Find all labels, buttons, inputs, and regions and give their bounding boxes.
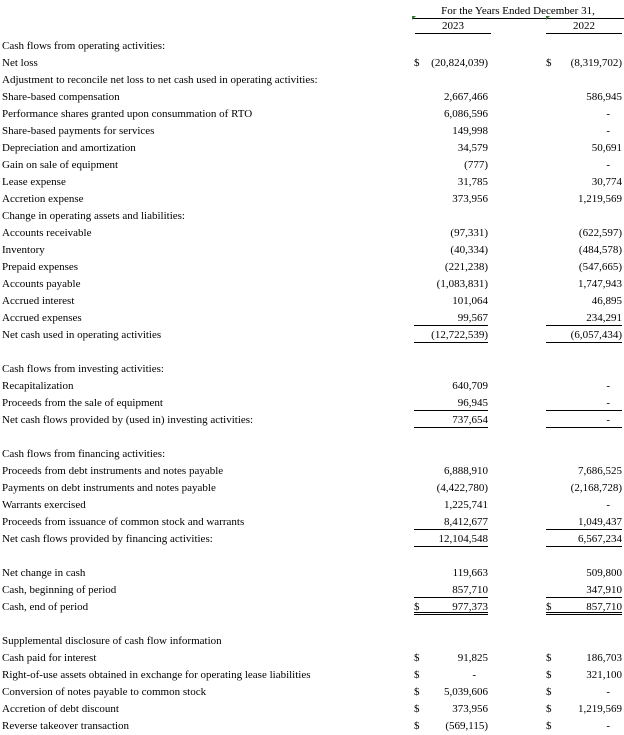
spacer-row: [0, 616, 624, 633]
table-row: [0, 531, 624, 548]
table-row: [0, 140, 624, 157]
value-2022: [546, 718, 622, 734]
value-2023: [414, 463, 488, 479]
value-2023: [414, 89, 488, 105]
amount: 977,373: [452, 601, 488, 613]
row-label: Cash, beginning of period: [2, 584, 117, 596]
spacer-row: [0, 429, 624, 446]
value-2023: [414, 650, 488, 666]
amount: 234,291: [586, 312, 622, 324]
value-2023: [414, 514, 488, 530]
table-row: [0, 208, 624, 225]
value-2022: [546, 140, 622, 156]
value-2023: [414, 531, 488, 547]
table-row: [0, 225, 624, 242]
value-2023: [414, 701, 488, 717]
currency-symbol: $: [414, 652, 420, 664]
amount: 373,956: [452, 193, 488, 205]
currency-symbol: $: [546, 652, 552, 664]
row-label: Recapitalization: [2, 380, 74, 392]
value-2022: [546, 565, 622, 581]
amount: (8,319,702): [570, 57, 622, 69]
amount: 119,663: [452, 567, 488, 579]
row-label: Adjustment to reconcile net loss to net cash used in operating activities:: [2, 74, 318, 86]
amount: (40,334): [450, 244, 488, 256]
amount: 91,825: [457, 652, 488, 664]
row-label: Accrued expenses: [2, 312, 82, 324]
spacer-row: [0, 344, 624, 361]
amount: -: [606, 380, 610, 392]
amount: -: [606, 108, 610, 120]
value-2022: [546, 497, 622, 513]
row-label: Cash, end of period: [2, 601, 89, 613]
currency-symbol: $: [414, 601, 420, 613]
row-label: Gain on sale of equipment: [2, 159, 119, 171]
value-2023: [414, 718, 488, 734]
table-row: [0, 446, 624, 463]
row-label: Share-based payments for services: [2, 125, 155, 137]
period-label: For the Years Ended December 31,: [412, 5, 624, 19]
row-label: Prepaid expenses: [2, 261, 79, 273]
table-row: [0, 310, 624, 327]
value-2023: [414, 497, 488, 513]
value-2022: [546, 174, 622, 190]
column-header: [412, 5, 624, 33]
value-2022: [546, 667, 622, 683]
table-row: [0, 174, 624, 191]
value-2023: [414, 480, 488, 496]
value-2022: [546, 106, 622, 122]
amount: -: [606, 686, 610, 698]
table-row: [0, 123, 624, 140]
amount: (97,331): [450, 227, 488, 239]
amount: (12,722,539): [431, 329, 488, 341]
value-2023: [414, 599, 488, 615]
value-2022: [546, 582, 622, 598]
value-2023: [414, 310, 488, 326]
amount: (777): [464, 159, 488, 171]
table-row: [0, 55, 624, 72]
value-2023: [414, 174, 488, 190]
amount: -: [606, 159, 610, 171]
currency-symbol: $: [414, 686, 420, 698]
row-label: Conversion of notes payable to common stock: [2, 686, 207, 698]
row-label: Depreciation and amortization: [2, 142, 136, 154]
amount: (1,083,831): [436, 278, 488, 290]
value-2023: [414, 191, 488, 207]
table-row: [0, 497, 624, 514]
amount: 737,654: [452, 414, 488, 426]
amount: 1,747,943: [578, 278, 622, 290]
currency-symbol: $: [546, 703, 552, 715]
value-2022: [546, 650, 622, 666]
table-row: [0, 293, 624, 310]
value-2023: [414, 293, 488, 309]
table-row: [0, 378, 624, 395]
row-label: Net cash flows provided by (used in) investing activities:: [2, 414, 254, 426]
row-label: Proceeds from debt instruments and notes payable: [2, 465, 224, 477]
currency-symbol: $: [546, 720, 552, 732]
value-2023: [414, 55, 488, 71]
value-2022: [546, 310, 622, 326]
value-2022: [546, 412, 622, 428]
value-2023: [414, 684, 488, 700]
amount: 149,998: [452, 125, 488, 137]
amount: -: [606, 499, 610, 511]
amount: 31,785: [457, 176, 488, 188]
row-label: Warrants exercised: [2, 499, 86, 511]
table-row: [0, 157, 624, 174]
value-2022: [546, 225, 622, 241]
currency-symbol: $: [414, 669, 420, 681]
amount: 2,667,466: [444, 91, 488, 103]
row-label: Accounts receivable: [2, 227, 92, 239]
value-2023: [414, 225, 488, 241]
value-2022: [546, 395, 622, 411]
amount: 8,412,677: [444, 516, 488, 528]
row-label: Inventory: [2, 244, 45, 256]
cash-flow-table: [0, 38, 624, 735]
currency-symbol: $: [546, 601, 552, 613]
row-label: Supplemental disclosure of cash flow information: [2, 635, 222, 647]
amount: 7,686,525: [578, 465, 622, 477]
row-label: Net change in cash: [2, 567, 86, 579]
value-2022: [546, 123, 622, 139]
table-row: [0, 327, 624, 344]
amount: 1,219,569: [578, 193, 622, 205]
amount: 12,104,548: [438, 533, 488, 545]
row-label: Cash flows from investing activities:: [2, 363, 164, 375]
row-label: Lease expense: [2, 176, 66, 188]
value-2022: [546, 55, 622, 71]
table-row: [0, 667, 624, 684]
row-label: Right-of-use assets obtained in exchange for operating lease liabilities: [2, 669, 311, 681]
value-2023: [414, 242, 488, 258]
spacer-row: [0, 548, 624, 565]
amount: (547,665): [578, 261, 622, 273]
amount: 30,774: [591, 176, 622, 188]
amount: (221,238): [444, 261, 488, 273]
value-2023: [414, 259, 488, 275]
amount: (484,578): [578, 244, 622, 256]
amount: 509,800: [586, 567, 622, 579]
row-label: Cash flows from financing activities:: [2, 448, 166, 460]
row-label: Proceeds from issuance of common stock and warrants: [2, 516, 245, 528]
row-label: Share-based compensation: [2, 91, 120, 103]
value-2022: [546, 463, 622, 479]
value-2022: [546, 259, 622, 275]
row-label: Performance shares granted upon consummation of RTO: [2, 108, 253, 120]
value-2022: [546, 293, 622, 309]
currency-symbol: $: [546, 57, 552, 69]
amount: 857,710: [452, 584, 488, 596]
amount: -: [606, 125, 610, 137]
table-row: [0, 412, 624, 429]
currency-symbol: $: [414, 57, 420, 69]
amount: 1,225,741: [444, 499, 488, 511]
value-2022: [546, 514, 622, 530]
amount: 186,703: [586, 652, 622, 664]
row-label: Accounts payable: [2, 278, 81, 290]
value-2022: [546, 378, 622, 394]
row-label: Proceeds from the sale of equipment: [2, 397, 163, 409]
amount: 373,956: [452, 703, 488, 715]
table-row: [0, 718, 624, 735]
table-row: [0, 514, 624, 531]
row-label: Change in operating assets and liabilities:: [2, 210, 185, 222]
amount: 6,567,234: [578, 533, 622, 545]
amount: 1,219,569: [578, 703, 622, 715]
row-label: Net loss: [2, 57, 38, 69]
amount: 6,086,596: [444, 108, 488, 120]
table-row: [0, 106, 624, 123]
table-row: [0, 684, 624, 701]
table-row: [0, 565, 624, 582]
amount: 46,895: [591, 295, 622, 307]
value-2023: [414, 106, 488, 122]
amount: (4,422,780): [436, 482, 488, 494]
amount: (2,168,728): [570, 482, 622, 494]
row-label: Accretion expense: [2, 193, 84, 205]
amount: 586,945: [586, 91, 622, 103]
table-row: [0, 582, 624, 599]
table-row: [0, 650, 624, 667]
amount: -: [606, 397, 610, 409]
amount: 101,064: [452, 295, 488, 307]
currency-symbol: $: [414, 703, 420, 715]
table-row: [0, 72, 624, 89]
amount: 347,910: [586, 584, 622, 596]
amount: -: [606, 414, 610, 426]
amount: 321,100: [586, 669, 622, 681]
row-label: Net cash used in operating activities: [2, 329, 162, 341]
value-2022: [546, 684, 622, 700]
row-label: Cash flows from operating activities:: [2, 40, 166, 52]
table-row: [0, 395, 624, 412]
amount: 96,945: [457, 397, 488, 409]
table-row: [0, 463, 624, 480]
row-label: Accrued interest: [2, 295, 75, 307]
table-row: [0, 701, 624, 718]
table-row: [0, 191, 624, 208]
value-2022: [546, 89, 622, 105]
value-2022: [546, 327, 622, 343]
value-2022: [546, 191, 622, 207]
value-2023: [414, 667, 488, 683]
currency-symbol: $: [546, 686, 552, 698]
amount: (569,115): [445, 720, 488, 732]
amount: (20,824,039): [431, 57, 488, 69]
value-2022: [546, 276, 622, 292]
amount: 99,567: [457, 312, 488, 324]
amount: 1,049,437: [578, 516, 622, 528]
amount: 6,888,910: [444, 465, 488, 477]
amount: 857,710: [586, 601, 622, 613]
row-label: Payments on debt instruments and notes payable: [2, 482, 216, 494]
table-row: [0, 480, 624, 497]
value-2023: [414, 582, 488, 598]
value-2022: [546, 157, 622, 173]
table-row: [0, 89, 624, 106]
row-label: Reverse takeover transaction: [2, 720, 130, 732]
amount: -: [606, 720, 610, 732]
value-2023: [414, 123, 488, 139]
row-label: Accretion of debt discount: [2, 703, 119, 715]
amount: 5,039,606: [444, 686, 488, 698]
year-2022-header: 2022: [546, 20, 622, 34]
amount: -: [472, 669, 476, 681]
amount: 640,709: [452, 380, 488, 392]
value-2022: [546, 531, 622, 547]
value-2023: [414, 412, 488, 428]
table-row: [0, 599, 624, 616]
currency-symbol: $: [546, 669, 552, 681]
value-2023: [414, 157, 488, 173]
table-row: [0, 38, 624, 55]
year-2023-header: 2023: [415, 20, 491, 34]
table-row: [0, 259, 624, 276]
value-2022: [546, 701, 622, 717]
row-label: Cash paid for interest: [2, 652, 97, 664]
amount: 34,579: [457, 142, 488, 154]
value-2023: [414, 378, 488, 394]
row-label: Net cash flows provided by financing activities:: [2, 533, 213, 545]
value-2023: [414, 276, 488, 292]
table-row: [0, 361, 624, 378]
value-2023: [414, 140, 488, 156]
value-2022: [546, 242, 622, 258]
currency-symbol: $: [414, 720, 420, 732]
table-row: [0, 276, 624, 293]
table-row: [0, 242, 624, 259]
table-row: [0, 633, 624, 650]
value-2022: [546, 599, 622, 615]
amount: (6,057,434): [570, 329, 622, 341]
value-2022: [546, 480, 622, 496]
value-2023: [414, 565, 488, 581]
value-2023: [414, 327, 488, 343]
amount: (622,597): [578, 227, 622, 239]
value-2023: [414, 395, 488, 411]
amount: 50,691: [591, 142, 622, 154]
